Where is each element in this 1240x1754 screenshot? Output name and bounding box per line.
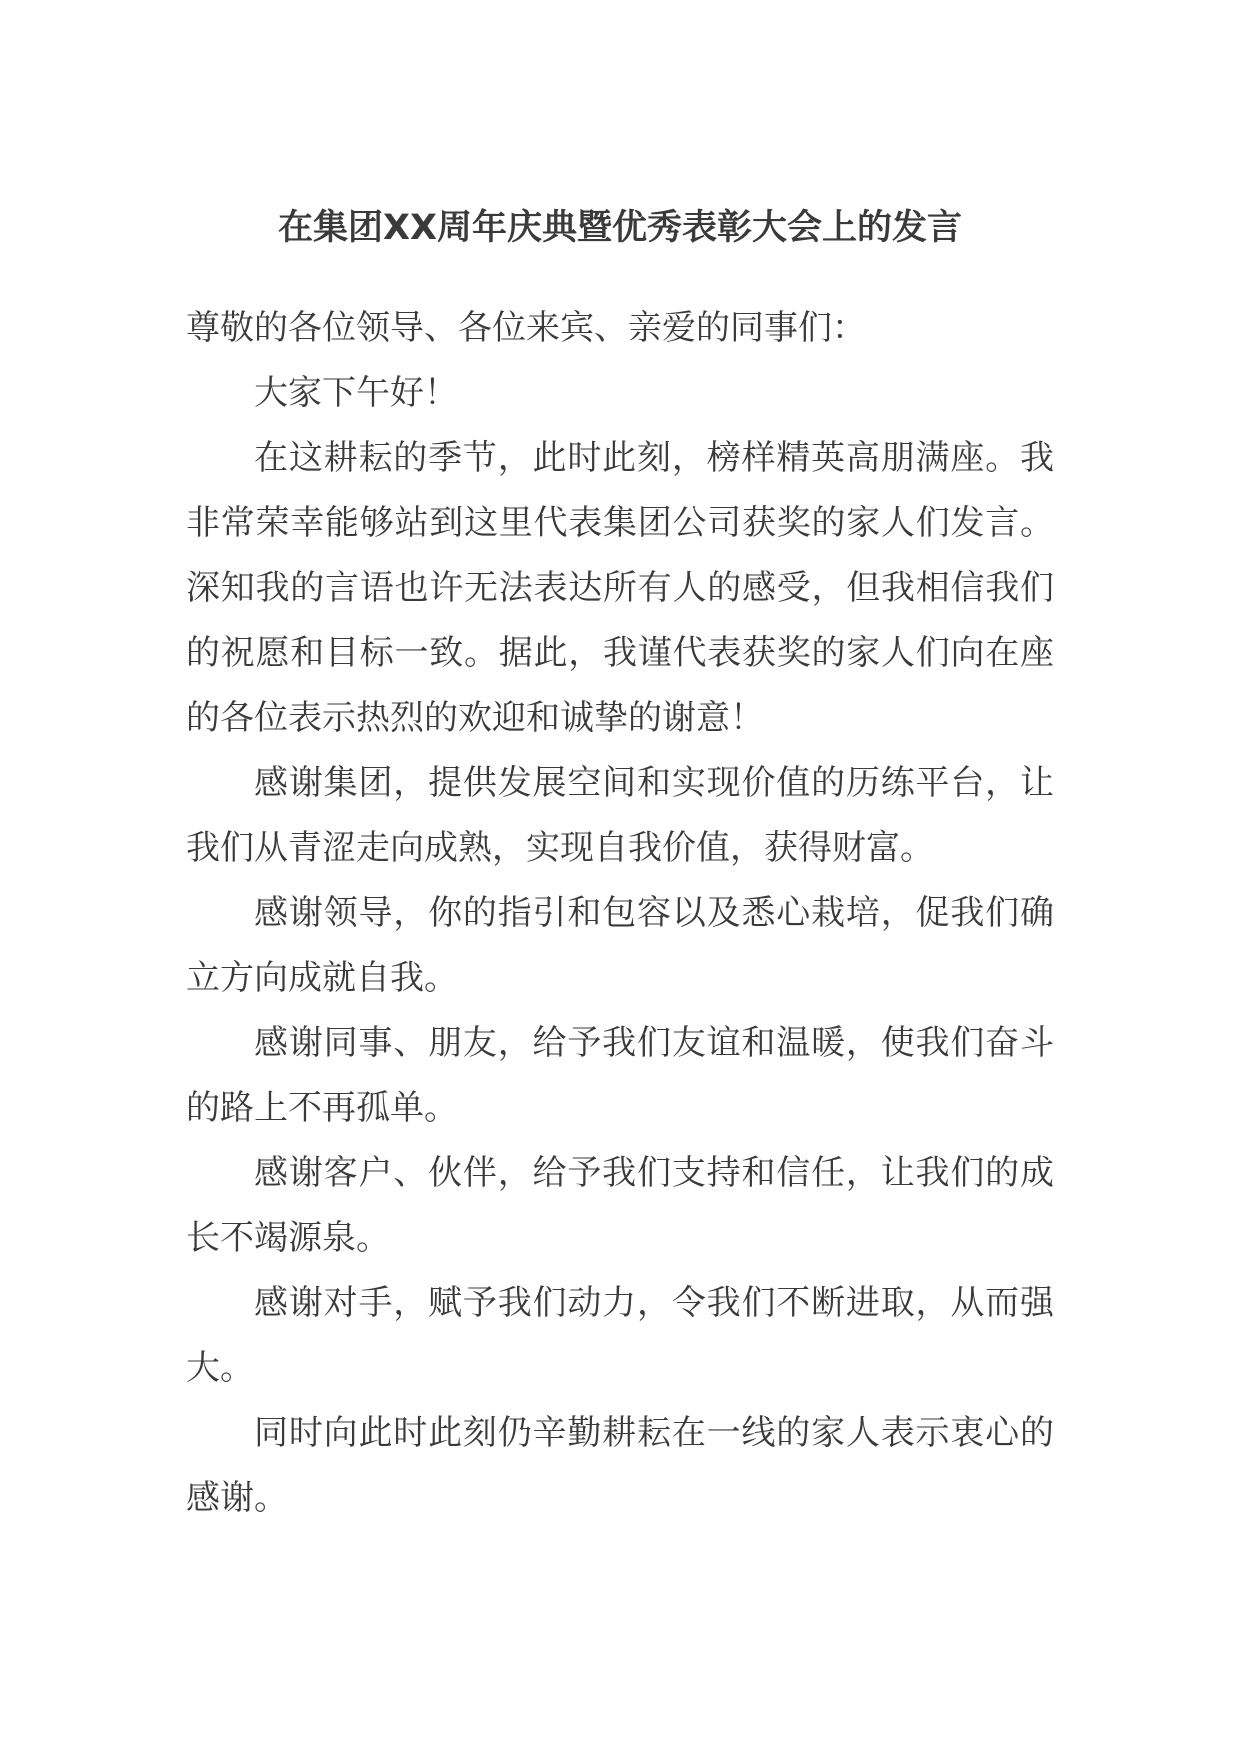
paragraph-greeting: 大家下午好！ [254,373,458,413]
document-body [186,296,1054,1531]
paragraph-thanks-rivals: 感谢对手，赋予我们动力，令我们不断进取，从而强大。 [186,1283,1054,1388]
paragraph-opening: 在这耕耘的季节，此时此刻，榜样精英高朋满座。我非常荣幸能够站到这里代表集团公司获奖的家人们发言。深知我的言语也许无法表达所有人的感受，但我相信我们的祝愿和目标一致。据此，我谨代表获奖的家人们向在座的各位表示热烈的欢迎和诚挚的谢意！ [186,438,1054,738]
paragraph-thanks-leaders: 感谢领导，你的指引和包容以及悉心栽培，促我们确立方向成就自我。 [186,893,1054,998]
paragraph-thanks-group: 感谢集团，提供发展空间和实现价值的历练平台，让我们从青涩走向成熟，实现自我价值，获得财富。 [186,763,1054,868]
paragraph-thanks-clients: 感谢客户、伙伴，给予我们支持和信任，让我们的成长不竭源泉。 [186,1153,1054,1258]
paragraph-thanks-colleagues: 感谢同事、朋友，给予我们友谊和温暖，使我们奋斗的路上不再孤单。 [186,1023,1054,1128]
paragraph-thanks-frontline: 同时向此时此刻仍辛勤耕耘在一线的家人表示衷心的感谢。 [186,1413,1054,1518]
document-title: 在集团XX周年庆典暨优秀表彰大会上的发言 [278,208,962,248]
salutation: 尊敬的各位领导、各位来宾、亲爱的同事们： [186,308,866,348]
